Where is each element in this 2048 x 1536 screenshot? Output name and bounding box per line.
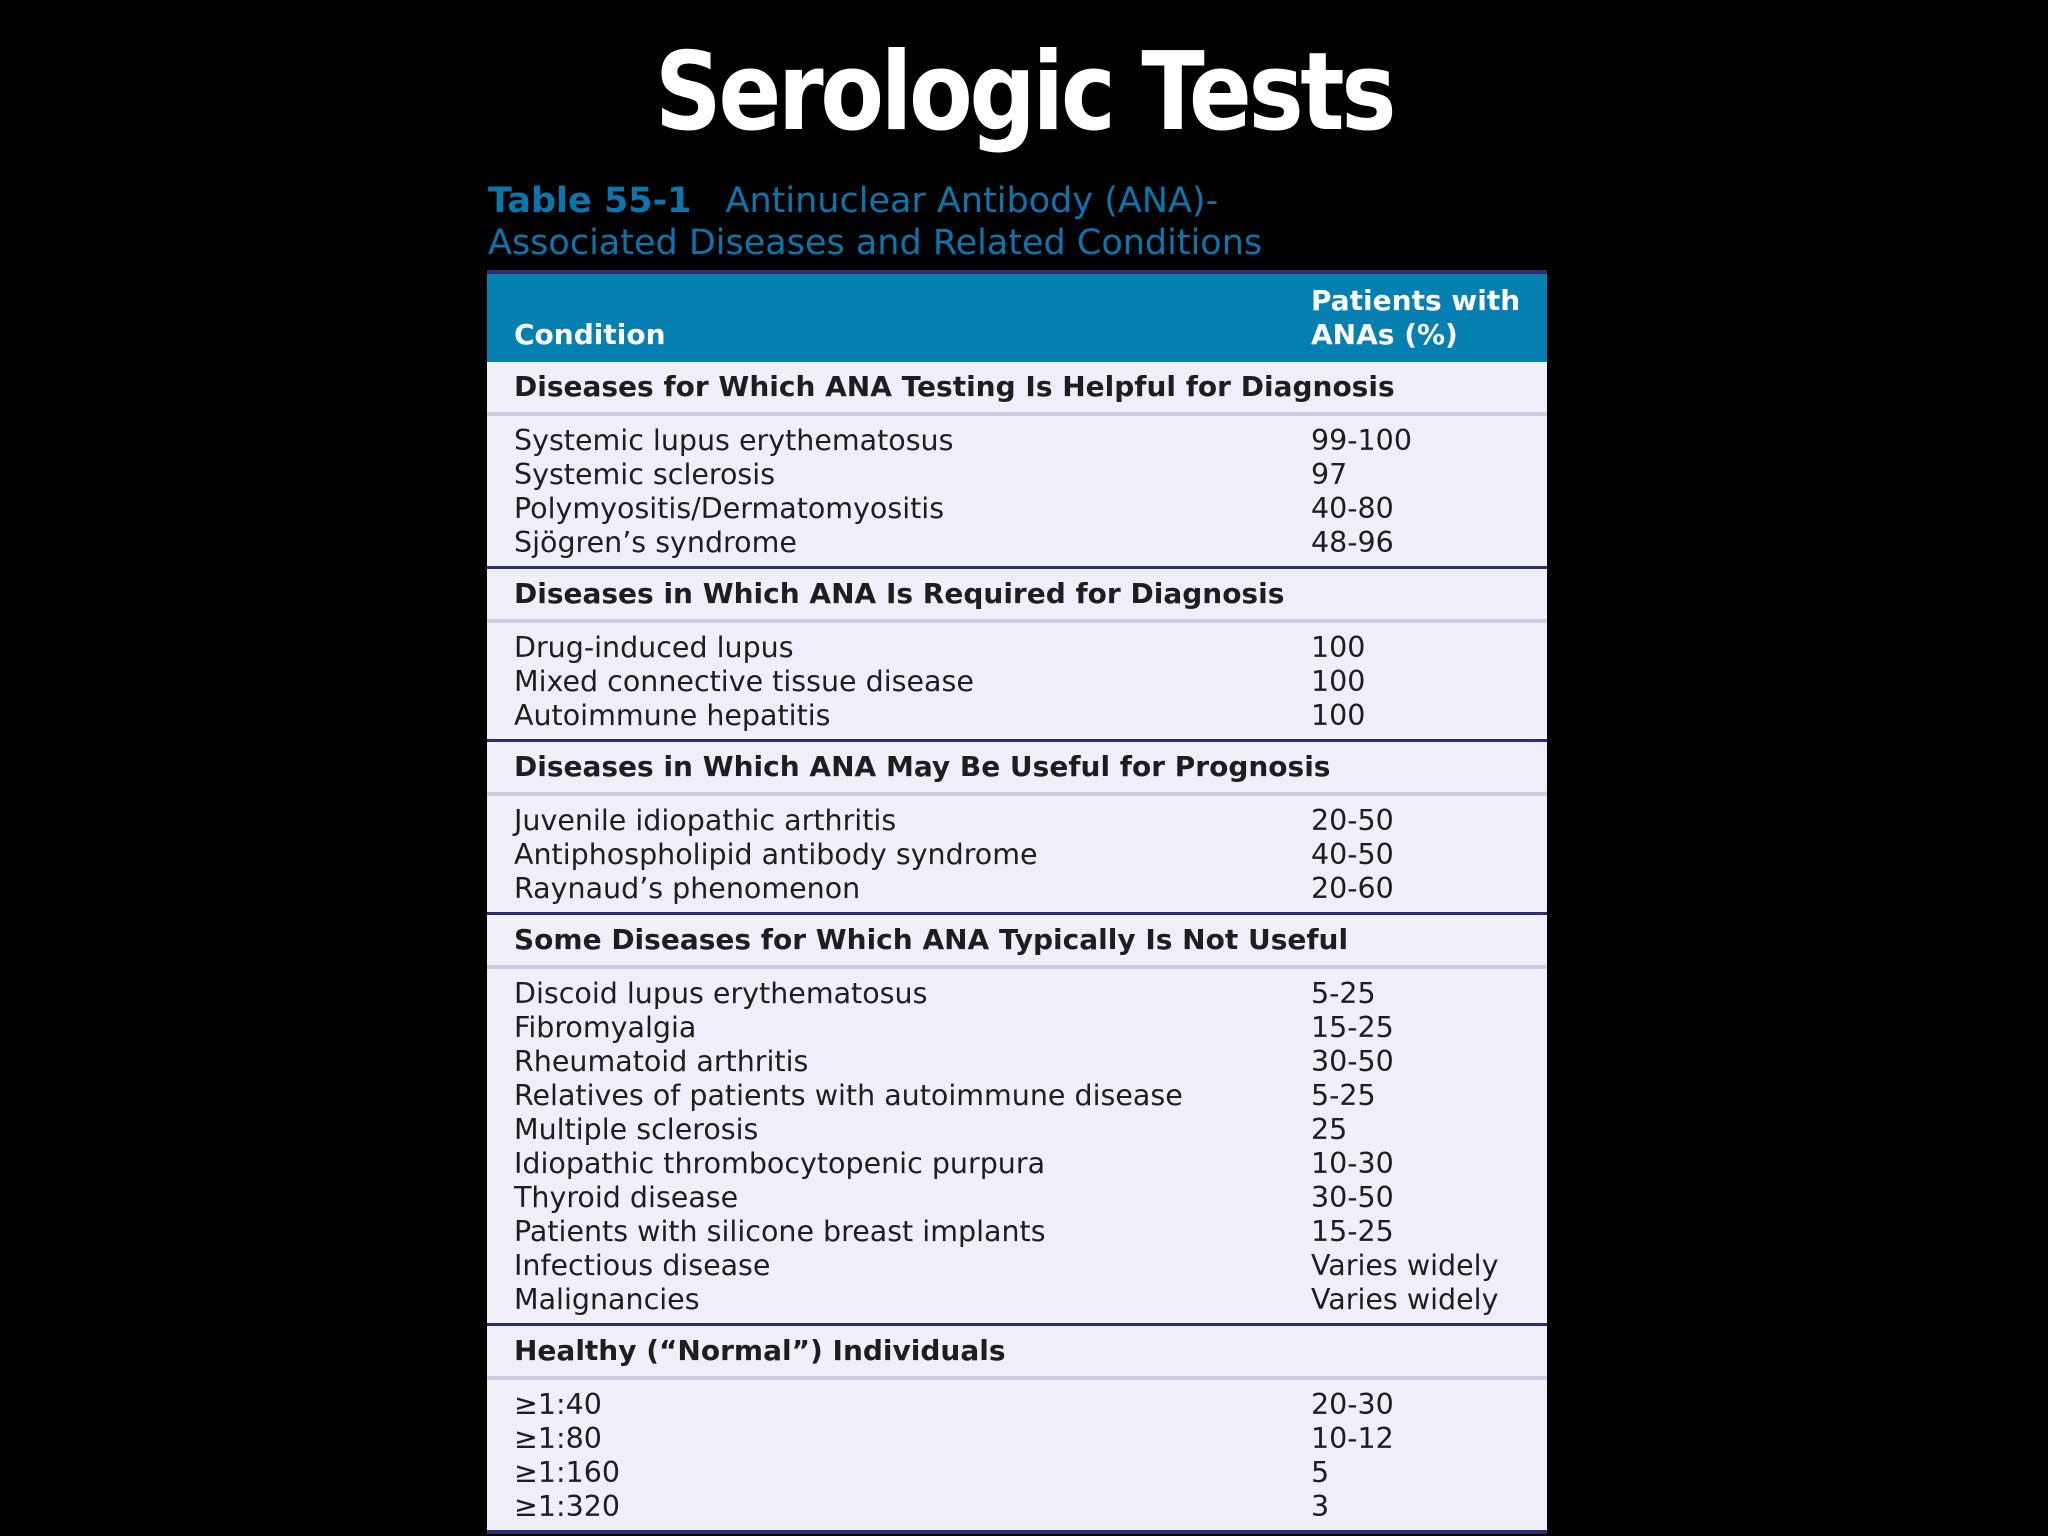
row-percent-value: Varies widely [1311, 1283, 1499, 1316]
row-percent-value: 5-25 [1311, 1079, 1376, 1112]
row-percent-value: 99-100 [1311, 424, 1412, 457]
table-row [487, 1456, 1547, 1490]
table-row [487, 424, 1547, 458]
table-row [487, 526, 1547, 560]
caption-title-part-2: Associated Diseases and Related Conditions [488, 223, 1263, 263]
section-heading: Healthy (“Normal”) Individuals [487, 1326, 1547, 1380]
row-condition: Systemic lupus erythematosus [514, 424, 954, 457]
row-percent-value: 3 [1311, 1490, 1330, 1523]
row-percent-value: 5 [1311, 1456, 1330, 1489]
table-header [487, 270, 1547, 362]
row-condition: Juvenile idiopathic arthritis [514, 804, 897, 837]
table-row [487, 1079, 1547, 1113]
table-row [487, 631, 1547, 665]
row-percent-value: Varies widely [1311, 1249, 1499, 1282]
table-row [487, 977, 1547, 1011]
row-condition: Sjögren’s syndrome [514, 526, 797, 559]
table-section [487, 1326, 1547, 1530]
table-section [487, 915, 1547, 1326]
section-rows [487, 416, 1547, 566]
row-percent-value: 10-30 [1311, 1147, 1394, 1180]
header-percent [1311, 284, 1520, 352]
row-percent-value: 100 [1311, 665, 1366, 698]
row-percent-value: 48-96 [1311, 526, 1394, 559]
table-row [487, 1215, 1547, 1249]
row-condition: Malignancies [514, 1283, 700, 1316]
table-row [487, 838, 1547, 872]
row-condition: Polymyositis/Dermatomyositis [514, 492, 945, 525]
section-rows [487, 623, 1547, 739]
row-condition: Multiple sclerosis [514, 1113, 759, 1146]
table-body [487, 362, 1547, 1530]
section-heading: Diseases in Which ANA May Be Useful for Prognosis [487, 742, 1547, 796]
table-caption [488, 180, 1388, 264]
row-percent-value: 100 [1311, 631, 1366, 664]
header-percent-line-1: Patients with [1311, 284, 1521, 317]
slide-title: Serologic Tests [654, 30, 1394, 155]
section-rows [487, 969, 1547, 1323]
row-percent-value: 30-50 [1311, 1045, 1394, 1078]
row-condition: Discoid lupus erythematosus [514, 977, 928, 1010]
row-percent-value: 20-30 [1311, 1388, 1394, 1421]
table-row [487, 458, 1547, 492]
header-percent-line-2: ANAs (%) [1311, 318, 1458, 351]
section-heading: Diseases for Which ANA Testing Is Helpful for Diagnosis [487, 362, 1547, 416]
row-condition: Autoimmune hepatitis [514, 699, 831, 732]
table-row [487, 872, 1547, 906]
table-row [487, 1283, 1547, 1317]
table-row [487, 1181, 1547, 1215]
row-percent-value: 40-80 [1311, 492, 1394, 525]
table-row [487, 1011, 1547, 1045]
ana-table [487, 270, 1547, 1534]
header-condition: Condition [514, 318, 666, 351]
table-number: Table 55-1 [488, 181, 692, 221]
row-condition: Idiopathic thrombocytopenic purpura [514, 1147, 1046, 1180]
row-percent-value: 25 [1311, 1113, 1348, 1146]
section-heading: Diseases in Which ANA Is Required for Diagnosis [487, 569, 1547, 623]
row-condition: ≥1:40 [514, 1388, 602, 1421]
row-condition: Patients with silicone breast implants [514, 1215, 1046, 1248]
section-rows [487, 796, 1547, 912]
table-section [487, 742, 1547, 915]
section-heading: Some Diseases for Which ANA Typically Is Not Useful [487, 915, 1547, 969]
row-condition: ≥1:320 [514, 1490, 621, 1523]
row-percent-value: 15-25 [1311, 1215, 1394, 1248]
row-condition: Thyroid disease [514, 1181, 739, 1214]
row-condition: Infectious disease [514, 1249, 771, 1282]
row-condition: Systemic sclerosis [514, 458, 776, 491]
table-row [487, 699, 1547, 733]
row-condition: Mixed connective tissue disease [514, 665, 974, 698]
row-condition: Rheumatoid arthritis [514, 1045, 809, 1078]
table-row [487, 1113, 1547, 1147]
row-percent-value: 15-25 [1311, 1011, 1394, 1044]
table-row [487, 1490, 1547, 1524]
caption-title-part-1: Antinuclear Antibody (ANA)- [725, 181, 1219, 221]
caption-line-1 [488, 180, 1388, 222]
row-condition: Drug-induced lupus [514, 631, 794, 664]
row-percent-value: 40-50 [1311, 838, 1394, 871]
table-row [487, 665, 1547, 699]
table-row [487, 1388, 1547, 1422]
table-section [487, 569, 1547, 742]
table-row [487, 804, 1547, 838]
row-condition: Fibromyalgia [514, 1011, 697, 1044]
row-condition: ≥1:80 [514, 1422, 602, 1455]
row-percent-value: 100 [1311, 699, 1366, 732]
row-condition: Raynaud’s phenomenon [514, 872, 861, 905]
row-percent-value: 97 [1311, 458, 1348, 491]
row-percent-value: 10-12 [1311, 1422, 1394, 1455]
row-percent-value: 30-50 [1311, 1181, 1394, 1214]
row-percent-value: 20-50 [1311, 804, 1394, 837]
section-rows [487, 1380, 1547, 1530]
table-row [487, 1249, 1547, 1283]
table-row [487, 492, 1547, 526]
row-condition: ≥1:160 [514, 1456, 621, 1489]
row-percent-value: 20-60 [1311, 872, 1394, 905]
table-section [487, 362, 1547, 569]
row-percent-value: 5-25 [1311, 977, 1376, 1010]
row-condition: Relatives of patients with autoimmune disease [514, 1079, 1183, 1112]
row-condition: Antiphospholipid antibody syndrome [514, 838, 1038, 871]
table-row [487, 1045, 1547, 1079]
table-row [487, 1147, 1547, 1181]
table-row [487, 1422, 1547, 1456]
